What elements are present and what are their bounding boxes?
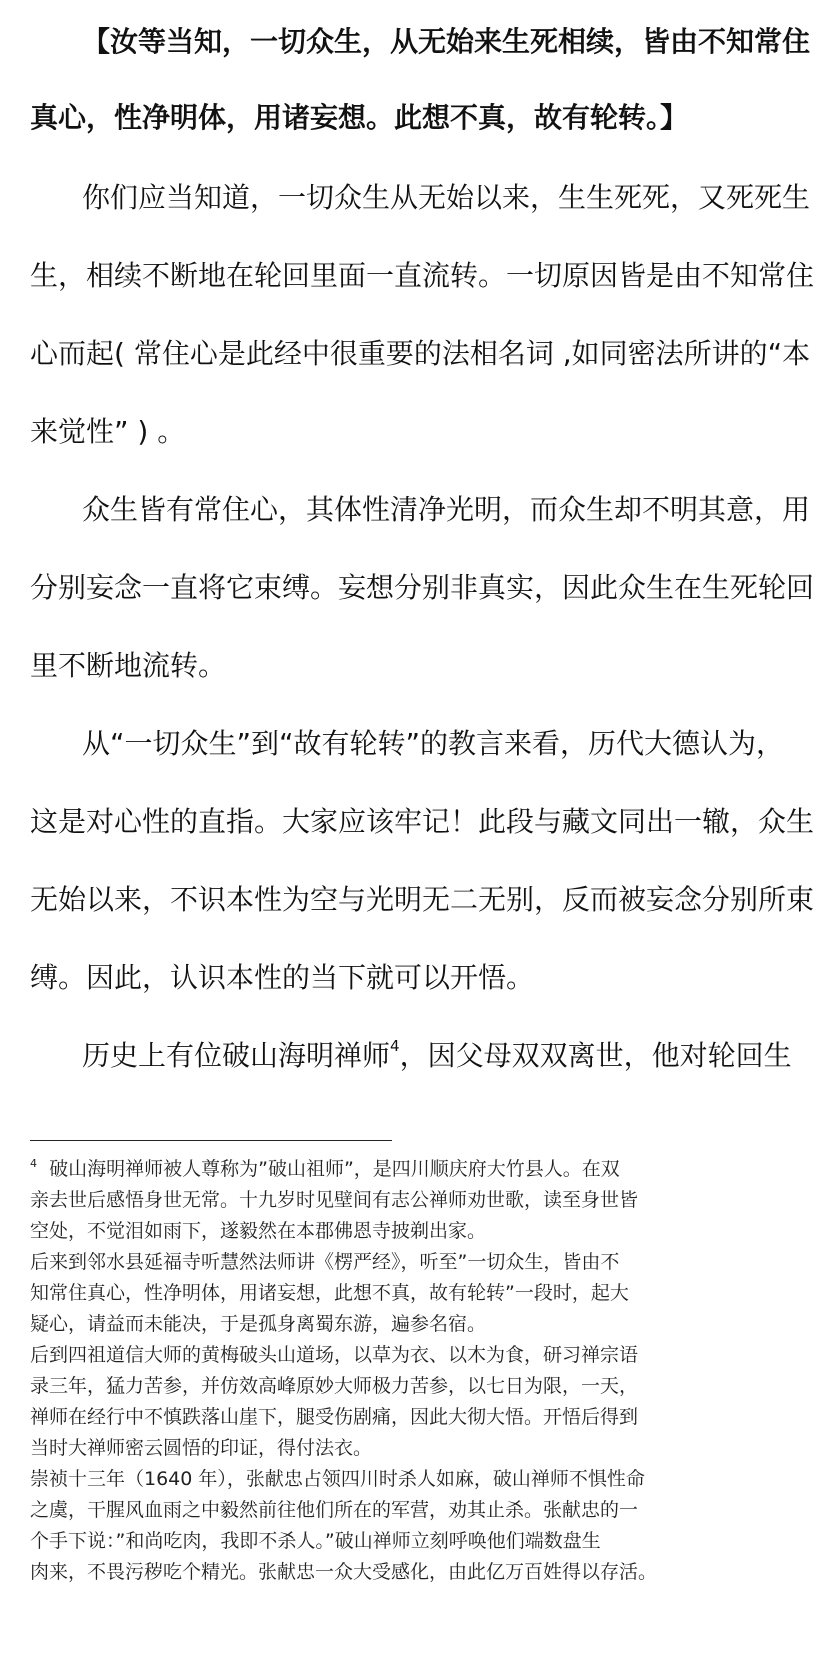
footnote-line-9: 禅师在经行中不慎跌落山崖下，腿受伤剧痛，因此大彻大悟。开悟后得到 xyxy=(30,1406,639,1428)
paragraph-3-line-4: 缚。因此，认识本性的当下就可以开悟。 xyxy=(30,961,535,994)
paragraph-4-line-1 xyxy=(82,1036,792,1076)
paragraph-4-text-before: 历史上有位破山海明禅师 xyxy=(82,1039,391,1072)
footnote-line-4: 后来到邻水县延福寺听慧然法师讲《楞严经》，听至”一切众生，皆由不 xyxy=(30,1251,620,1273)
paragraph-3-line-3: 无始以来，不识本性为空与光明无二无别，反而被妄念分别所束 xyxy=(30,883,815,916)
paragraph-2-line-2: 分别妄念一直将它束缚。妄想分别非真实，因此众生在生死轮回 xyxy=(30,571,815,604)
footnote-line-14: 肉来，不畏污秽吃个精光。张献忠一众大受感化，由此亿万百姓得以存活。 xyxy=(30,1561,658,1583)
paragraph-1-line-1: 你们应当知道，一切众生从无始以来，生生死死，又死死生 xyxy=(82,181,811,214)
footnote-line-13: 个手下说：”和尚吃肉，我即不杀人。”破山禅师立刻呼唤他们端数盘生 xyxy=(30,1530,601,1552)
paragraph-3-line-2: 这是对心性的直指。大家应该牢记！此段与藏文同出一辙，众生 xyxy=(30,805,815,838)
paragraph-4-text-after: ，因父母双双离世，他对轮回生 xyxy=(399,1039,792,1072)
footnote-marker: 4 xyxy=(30,1157,37,1170)
footnote-line-11: 崇祯十三年（1640 年），张献忠占领四川时杀人如麻，破山禅师不惧性命 xyxy=(30,1468,645,1490)
footnote-line-10: 当时大禅师密云圆悟的印证，得付法衣。 xyxy=(30,1437,373,1459)
paragraph-3-line-1: 从“一切众生”到“故有轮转”的教言来看，历代大德认为， xyxy=(82,727,785,760)
footnote-line-7: 后到四祖道信大师的黄梅破头山道场，以草为衣、以木为食，研习禅宗语 xyxy=(30,1344,639,1366)
footnote-divider xyxy=(30,1140,392,1141)
footnote-line-8: 录三年，猛力苦参，并仿效高峰原妙大师极力苦参，以七日为限，一天， xyxy=(30,1375,639,1397)
footnote-line-6: 疑心，请益而未能决，于是孤身离蜀东游，遍参名宿。 xyxy=(30,1313,487,1335)
sutra-quote-line-2: 真心，性净明体，用诸妄想。此想不真，故有轮转。】 xyxy=(30,101,689,134)
footnote-line-2: 亲去世后感悟身世无常。十九岁时见壁间有志公禅师劝世歌，读至身世皆 xyxy=(30,1189,639,1211)
paragraph-1-line-4: 来觉性” ) 。 xyxy=(30,415,186,448)
footnote-line-3: 空处，不觉泪如雨下，遂毅然在本郡佛恩寺披剃出家。 xyxy=(30,1220,487,1242)
footnote-reference-4[interactable]: 4 xyxy=(390,1037,400,1055)
paragraph-2-line-1: 众生皆有常住心，其体性清净光明，而众生却不明其意，用 xyxy=(82,493,811,526)
sutra-quote-line-1: 【汝等当知，一切众生，从无始来生死相续，皆由不知常住 xyxy=(82,25,811,58)
paragraph-1-line-2: 生，相续不断地在轮回里面一直流转。一切原因皆是由不知常住 xyxy=(30,259,815,292)
paragraph-2-line-3: 里不断地流转。 xyxy=(30,649,227,682)
footnote-line-12: 之虞，干腥风血雨之中毅然前往他们所在的军营，劝其止杀。张献忠的一 xyxy=(30,1499,639,1521)
footnote-line-5: 知常住真心，性净明体，用诸妄想，此想不真，故有轮转”一段时，起大 xyxy=(30,1282,629,1304)
paragraph-1-line-3: 心而起( 常住心是此经中很重要的法相名词 ,如同密法所讲的“本 xyxy=(30,337,811,370)
footnote-text: 破山海明禅师被人尊称为”破山祖师”，是四川顺庆府大竹县人。在双 xyxy=(49,1158,620,1180)
footnote-line-1 xyxy=(30,1155,620,1183)
